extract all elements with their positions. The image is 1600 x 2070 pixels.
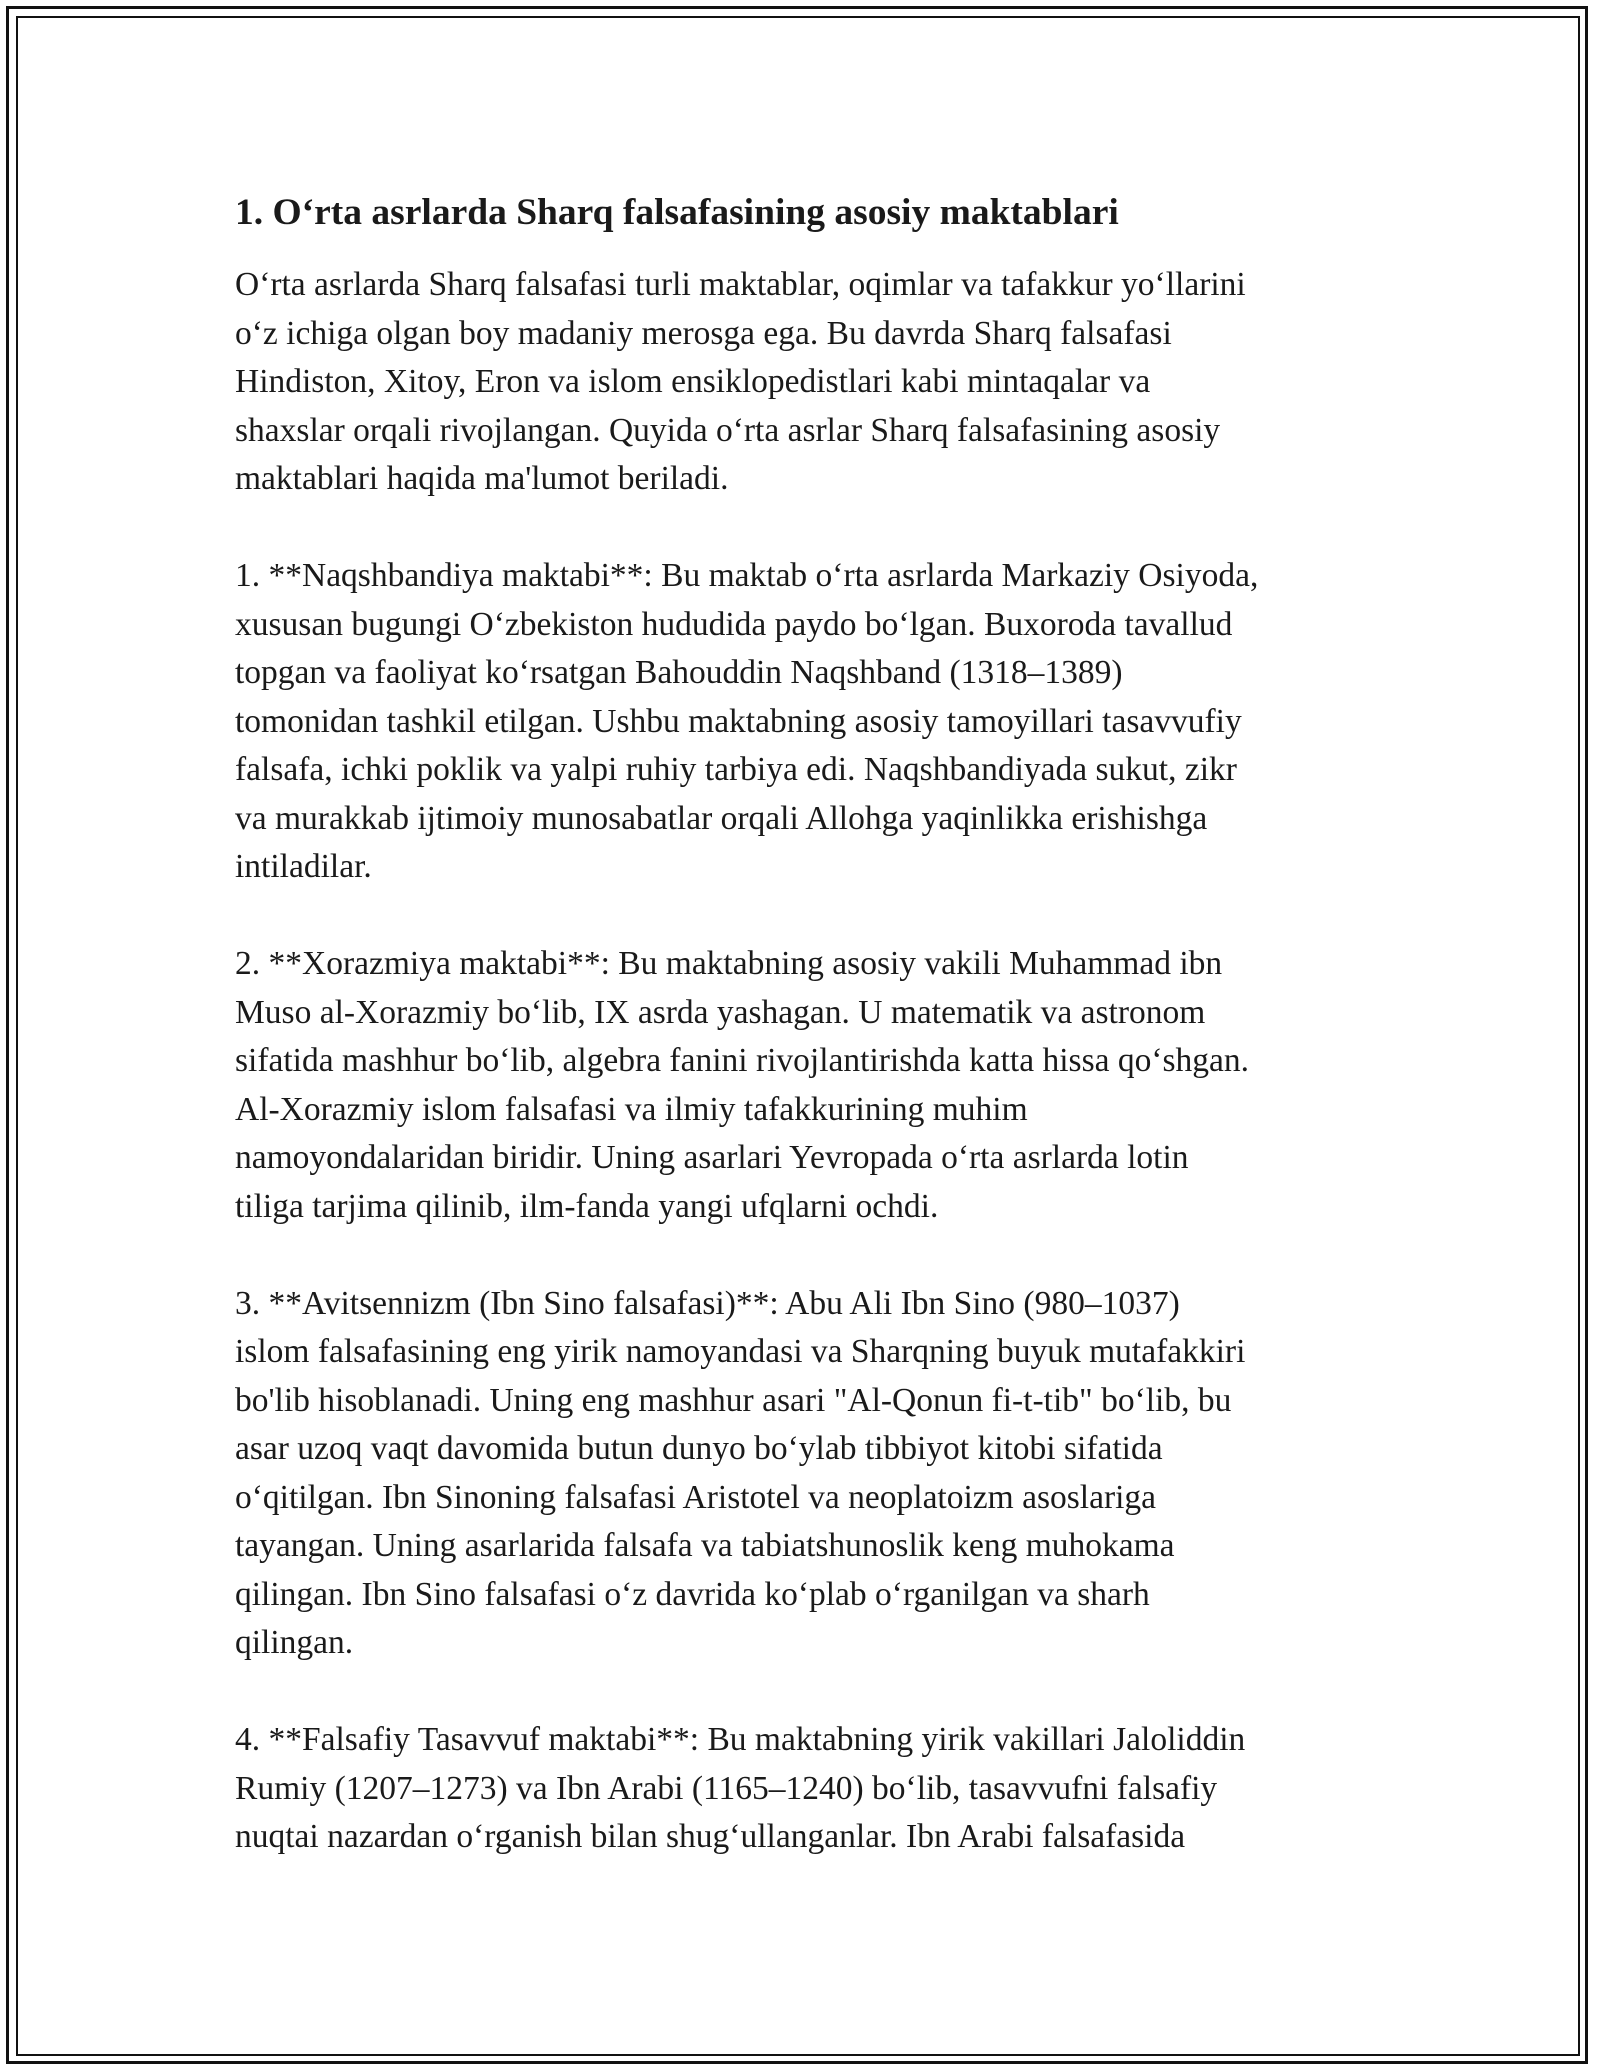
text-line: tayangan. Uning asarlarida falsafa va tabiatshunoslik keng muhokama [235, 1527, 1175, 1564]
text-line: tiliga tarjima qilinib, ilm-fanda yangi ufqlarni ochdi. [235, 1187, 939, 1225]
text-line: topgan va faoliyat ko‘rsatgan Bahouddin Naqshband (1318–1389) [235, 654, 1123, 691]
text-line: O‘rta asrlarda Sharq falsafasi turli maktablar, oqimlar va tafakkur yo‘llarini [235, 266, 1246, 303]
text-line: bo'lib hisoblanadi. Uning eng mashhur asari "Al-Qonun fi-t-tib" bo‘lib, bu [235, 1381, 1232, 1419]
text-line: islom falsafasining eng yirik namoyandasi va Sharqning buyuk mutafakkiri [235, 1333, 1246, 1370]
text-line: 3. **Avitsennizm (Ibn Sino falsafasi)**: Abu Ali Ibn Sino (980–1037) [235, 1284, 1180, 1322]
text-line: shaxslar orqali rivojlangan. Quyida o‘rta asrlar Sharq falsafasining asosiy [235, 411, 1221, 449]
text-line: Muso al-Xorazmiy bo‘lib, IX asrda yashagan. U matematik va astronom [235, 993, 1206, 1031]
text-line: Hindiston, Xitoy, Eron va islom ensiklopedistlari kabi mintaqalar va [235, 363, 1151, 400]
intro-paragraph [235, 261, 1375, 504]
text-line: falsafa, ichki poklik va yalpi ruhiy tarbiya edi. Naqshbandiyada sukut, zikr [235, 751, 1237, 788]
xorazmiya-paragraph [235, 940, 1375, 1231]
text-line: va murakkab ijtimoiy munosabatlar orqali Allohga yaqinlikka erishishga [235, 799, 1208, 837]
tasavvuf-paragraph [235, 1716, 1375, 1862]
text-line: nuqtai nazardan o‘rganish bilan shug‘ullanganlar. Ibn Arabi falsafasida [235, 1818, 1186, 1855]
text-line: o‘z ichiga olgan boy madaniy merosga ega. Bu davrda Sharq falsafasi [235, 314, 1172, 352]
text-line: qilingan. [235, 1624, 354, 1661]
text-line: Rumiy (1207–1273) va Ibn Arabi (1165–1240) bo‘lib, tasavvufni falsafiy [235, 1769, 1218, 1807]
text-line: tomonidan tashkil etilgan. Ushbu maktabning asosiy tamoyillari tasavvufiy [235, 702, 1242, 740]
text-line: qilingan. Ibn Sino falsafasi o‘z davrida ko‘plab o‘rganilgan va sharh [235, 1575, 1150, 1613]
text-line: 2. **Xorazmiya maktabi**: Bu maktabning asosiy vakili Muhammad ibn [235, 945, 1223, 982]
section-heading: 1. O‘rta asrlarda Sharq falsafasining asosiy maktablari [235, 192, 1119, 233]
text-line: 4. **Falsafiy Tasavvuf maktabi**: Bu maktabning yirik vakillari Jaloliddin [235, 1721, 1246, 1758]
text-line: namoyondalaridan biridir. Uning asarlari Yevropada o‘rta asrlarda lotin [235, 1139, 1189, 1176]
text-line: maktablari haqida ma'lumot beriladi. [235, 460, 729, 497]
text-line: Al-Xorazmiy islom falsafasi va ilmiy tafakkurining muhim [235, 1090, 1028, 1128]
text-line: asar uzoq vaqt davomida butun dunyo bo‘ylab tibbiyot kitobi sifatida [235, 1430, 1163, 1467]
naqshbandiya-paragraph [235, 552, 1375, 892]
avitsennizm-paragraph [235, 1280, 1375, 1668]
text-line: sifatida mashhur bo‘lib, algebra fanini rivojlantirishda katta hissa qo‘shgan. [235, 1042, 1250, 1079]
text-line: xususan bugungi O‘zbekiston hududida paydo bo‘lgan. Buxoroda tavallud [235, 605, 1233, 643]
text-line: 1. **Naqshbandiya maktabi**: Bu maktab o‘rta asrlarda Markaziy Osiyoda, [235, 557, 1259, 594]
text-line: intiladilar. [235, 848, 372, 885]
document-body [235, 185, 1375, 1910]
text-line: o‘qitilgan. Ibn Sinoning falsafasi Aristotel va neoplatoizm asoslariga [235, 1478, 1157, 1516]
